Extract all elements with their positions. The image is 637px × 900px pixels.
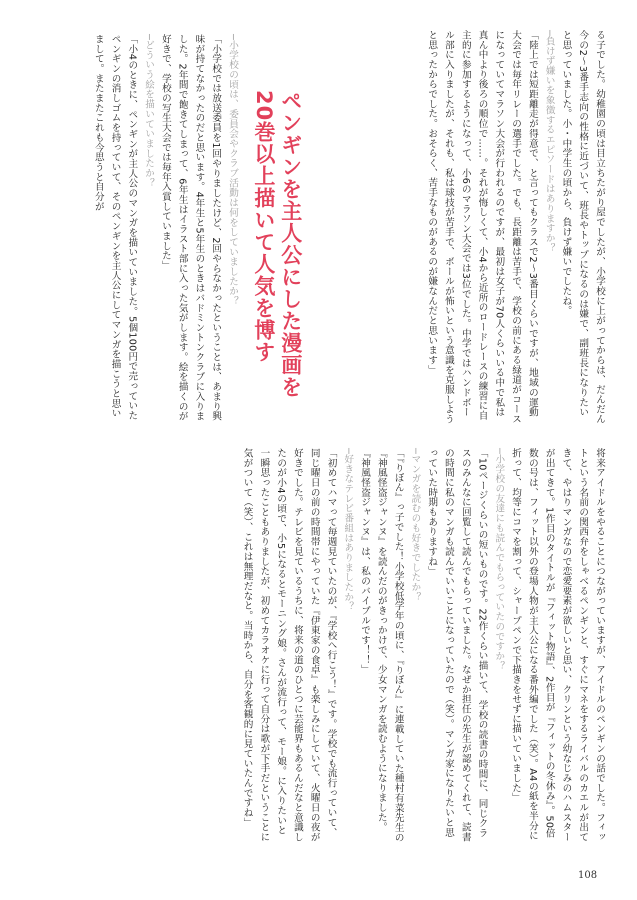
article-block-upper-right	[352, 30, 607, 425]
interview-question: ─好きなテレビ番組はありましたか？	[342, 448, 354, 612]
article-paragraph: 「陸上では短距離走が得意で、と言ってもクラスで2〜3番目くらいですが、地域の運動大会では毎年リレーの選手でした。でも、長距離は苦手で、学校の前にある緑道がコースになっていてマラソン大会が行われるのですが、最初は女子が70人くらいいる中で私は真ん中より後ろの順位で……。それが悔しくて、小4から近所のロードレースの練習に自主的に参加するようになって、小6のマラソン大会では3位でした。中学ではハンドボール部に入りましたが、それも、私は球技が苦手で、ボールが怖いという意識を克服しようと思ったからでした。おそらく、苦手なものがあるのが嫌なんだと思います」	[426, 30, 538, 424]
interview-question: ─小学校の頃は、委員会やクラブ活動は何をしていましたか？	[227, 34, 238, 306]
article-paragraph: 「初めてハマって毎週見ていたのが、『学校へ行こう！』です。学校でも流行っていて、同じ曜日の前の時間帯にやっていた『伊東家の食卓』も楽しみにしていて、火曜日の夜が好きでした。テレビを見ているうちに、将来の道のひとつに芸能界もあるんだなと意識したのが小4の頃で、小5になるとモーニング娘。さんが流行って、モー娘。に入りたいと一瞬思ったこともありましたが、初めてカラオケに行って自分は歌が下手だということに気がついて（笑）、これは無理だなと。当時から、自分を客観的に見ていたんですね」	[241, 448, 337, 842]
interview-question: ─どういう絵を描いていましたか？	[143, 34, 155, 188]
article-paragraph: 「『りぼん』っ子でした！小学校低学年の頃に、『りぼん』に連載していた種村有菜先生の『神風怪盗ジャンヌ』を読んだのがきっかけで、少女マンガを読むようになりました。『神風怪盗ジャンヌ』は、私のバイブルです！！」	[359, 448, 404, 843]
article-paragraph: 「小4のときに、ペンギンが主人公のマンガを描いていました。5個100円で売っていたペンギンの消しゴムを持っていて、そのペンギンを主人公にしてマンガを描こうと思いまして。またまたこれも今思うと自分が	[92, 34, 138, 421]
article-block-upper-left	[30, 34, 240, 427]
article-paragraph: 「10ページくらいの短いものです。22作くらい描いて、学校の読書の時間に、同じクラスのみんなに回覧して読んでもらっていました。なぜか担任の先生が認めてくれて、読書の時間に私のマンガも読んでいいことになっていたので（笑）。マンガ家になりたいと思っていた時期もありますね」	[426, 448, 488, 842]
article-block-lower	[30, 448, 607, 843]
interview-question: ─負けず嫌いを象徴するエピソードはありますか？	[543, 30, 555, 253]
article-headline: ペンギンを主人公にした漫画を20巻以上描いて人気を博す	[251, 90, 303, 398]
page-number: 108	[578, 870, 598, 881]
article-paragraph: る子でした。幼稚園の頃は目立ちたがり屋でしたが、小学校に上がってからは、だんだん今の2〜3番手志向の性格に近づいて、班長やトップになるのは嫌で、副班長になりたいと思っていました。小・中学生の頃から、負けず嫌いでしたね。	[560, 30, 605, 424]
interview-question: ─小学校の友達にも読んでもらっていたのですか？	[493, 448, 505, 671]
article-paragraph: 将来アイドルをやることにつながっていますが、アイドルのペンギンの話でした。フィットという名前の関西弁をしゃべるペンギンと、すぐにマネをするライバルのカエルが出てきて、やはりマンガなので恋愛要素が欲しいと思い、クリンという幼なじみのハムスターが出てきて。1作目のタイトルが『フィット物語』、2作目が『フィットの冬休み』。50倍数の号は、フィット以外の登場人物が主人公になる番外編でした（笑）。A4の紙を半分に折って、均等にコマを割って、シャープペンで下描きをせずに描いていました」	[510, 448, 605, 842]
article-paragraph: 「小学校では放送委員を1回やりましたけど、2回やらなかったということは、あまり興味が持てなかったのだと思います。4年生と5年生のときはバドミントンクラブに入りました。2年間で飽きてしまって、6年生はイラスト部に入った気がします。絵を描くのが好きで、学校の写生大会では毎年入賞していました」	[159, 34, 222, 422]
interview-question: ─マンガを読むのも好きでしたか？	[409, 448, 421, 602]
